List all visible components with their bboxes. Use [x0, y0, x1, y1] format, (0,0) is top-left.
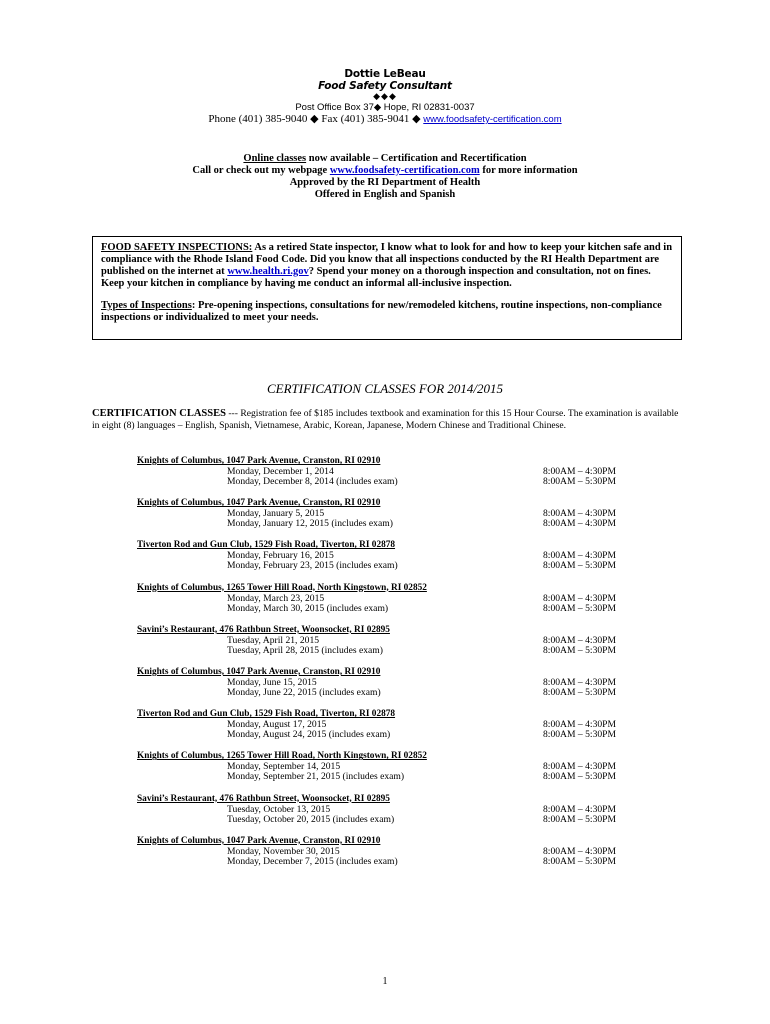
session-row: [137, 815, 657, 825]
inspection-types-heading: Types of Inspections: [101, 300, 192, 311]
class-schedule: [137, 456, 657, 878]
session-time: 8:00AM – 4:30PM: [543, 518, 617, 530]
inspections-text-pre: As a retired State inspector, I know what to look for and how to keep your kitchen safe and in compliance with the Rhode Island Food Code. Did you know that all inspections conducted by the RI Health Department are published on the internet at: [101, 242, 673, 277]
announcement-line-2-pre: Call or check out my webpage: [192, 165, 330, 176]
session-time: 8:00AM – 5:30PM: [543, 476, 617, 487]
session-date: Monday, March 30, 2015 (includes exam): [227, 602, 389, 614]
session-time: 8:00AM – 4:30PM: [543, 634, 617, 646]
session-row: [137, 772, 657, 782]
session-time: 8:00AM – 5:30PM: [543, 644, 617, 656]
session-time: 8:00AM – 4:30PM: [543, 803, 617, 815]
session-time: 8:00AM – 4:30PM: [543, 466, 617, 477]
session-row: [137, 561, 657, 571]
session-time: 8:00AM – 4:30PM: [543, 508, 617, 520]
session-date: Monday, August 24, 2015 (includes exam): [227, 729, 391, 741]
session-date: Monday, September 14, 2015: [227, 761, 341, 773]
session-date: Monday, March 23, 2015: [227, 592, 325, 604]
session-date: Monday, August 17, 2015: [227, 719, 327, 731]
session-group: [137, 709, 657, 751]
mailing-address: Post Office Box 37◆ Hope, RI 02831-0037: [295, 102, 475, 113]
session-location: Knights of Columbus, 1265 Tower Hill Road, North Kingstown, RI 02852: [137, 751, 427, 762]
announcement-line-4: Offered in English and Spanish: [314, 189, 456, 200]
session-time: 8:00AM – 4:30PM: [543, 719, 617, 731]
session-group: [137, 836, 657, 878]
inspection-types-paragraph: [101, 300, 673, 324]
session-location: Knights of Columbus, 1047 Park Avenue, Cranston, RI 02910: [137, 498, 381, 509]
session-row: [137, 477, 657, 487]
intro-text: --- Registration fee of $185 includes textbook and examination for this 15 Hour Course. The examination is available in eight (8) languages – English, Spanish, Vietnamese, Arabic, Korean, Japanese, Modern Chinese and Traditional Chinese.: [92, 408, 679, 431]
session-time: 8:00AM – 5:30PM: [543, 771, 617, 783]
page-title: CERTIFICATION CLASSES FOR 2014/2015: [266, 381, 504, 396]
session-row: [137, 805, 657, 815]
session-time: 8:00AM – 4:30PM: [543, 550, 617, 562]
session-date: Monday, February 23, 2015 (includes exam): [227, 560, 398, 572]
health-ri-link[interactable]: www.health.ri.gov: [227, 266, 309, 277]
session-date: Monday, December 8, 2014 (includes exam): [227, 476, 398, 487]
session-group: [137, 751, 657, 793]
session-group: [137, 667, 657, 709]
session-date: Monday, June 15, 2015: [227, 676, 317, 688]
session-location: Tiverton Rod and Gun Club, 1529 Fish Road, Tiverton, RI 02878: [137, 709, 396, 720]
session-time: 8:00AM – 5:30PM: [543, 686, 617, 698]
session-location: Knights of Columbus, 1047 Park Avenue, Cranston, RI 02910: [137, 456, 381, 466]
session-date: Monday, January 12, 2015 (includes exam): [227, 518, 393, 530]
session-date: Monday, June 22, 2015 (includes exam): [227, 686, 381, 698]
session-date: Monday, November 30, 2015: [227, 845, 340, 857]
session-date: Monday, December 7, 2015 (includes exam): [227, 855, 398, 867]
session-row: [137, 730, 657, 740]
session-date: Monday, September 21, 2015 (includes exam): [227, 771, 405, 783]
inspection-types-text: : Pre-opening inspections, consultations for new/remodeled kitchens, routine inspections, non-compliance inspections or individualized to meet your needs.: [101, 300, 662, 323]
session-group: [137, 625, 657, 667]
announcement-line-3: Approved by the RI Department of Health: [289, 177, 481, 188]
session-location: Knights of Columbus, 1265 Tower Hill Road, North Kingstown, RI 02852: [137, 582, 427, 593]
session-group: [137, 794, 657, 836]
session-row: [137, 604, 657, 614]
session-group: [137, 498, 657, 540]
session-location: Knights of Columbus, 1047 Park Avenue, Cranston, RI 02910: [137, 835, 381, 846]
session-time: 8:00AM – 5:30PM: [543, 602, 617, 614]
announcement-line-2-post: for more information: [479, 165, 578, 176]
consultant-title: Food Safety Consultant: [318, 80, 452, 92]
session-date: Tuesday, October 13, 2015: [227, 803, 331, 815]
session-time: 8:00AM – 4:30PM: [543, 676, 617, 688]
session-time: 8:00AM – 4:30PM: [543, 592, 617, 604]
session-date: Tuesday, October 20, 2015 (includes exam): [227, 813, 395, 825]
session-time: 8:00AM – 5:30PM: [543, 729, 617, 741]
session-group: [137, 456, 657, 498]
session-row: [137, 519, 657, 529]
inspections-box: [92, 236, 682, 340]
page-number: 1: [382, 976, 388, 987]
inspections-text-post: ? Spend your money on a thorough inspection and consultation, not on fines. Keep your kitchen in compliance by having me conduct an informal all-inclusive inspection.: [101, 266, 651, 289]
diamond-ornament-icon: ◆◆◆: [373, 92, 397, 102]
session-row: [137, 688, 657, 698]
announcement-line-2: [0, 165, 770, 177]
session-date: Tuesday, April 21, 2015: [227, 634, 320, 646]
session-row: [137, 646, 657, 656]
session-date: Tuesday, April 28, 2015 (includes exam): [227, 644, 383, 656]
session-group: [137, 583, 657, 625]
session-location: Savini’s Restaurant, 476 Rathbun Street, Woonsocket, RI 02895: [137, 624, 390, 635]
webpage-link[interactable]: www.foodsafety-certification.com: [329, 165, 480, 176]
announcement-line-1-text: now available – Certification and Recertification: [306, 153, 527, 164]
session-group: [137, 540, 657, 582]
session-time: 8:00AM – 5:30PM: [543, 813, 617, 825]
session-time: 8:00AM – 5:30PM: [543, 560, 617, 572]
contact-line: [0, 112, 770, 127]
online-classes-label: Online classes: [243, 153, 307, 164]
consultant-name: Dottie LeBeau: [344, 68, 426, 80]
session-time: 8:00AM – 4:30PM: [543, 845, 617, 857]
session-date: Monday, February 16, 2015: [227, 550, 334, 562]
phone-fax: Phone (401) 385-9040 ◆ Fax (401) 385-9041 ◆: [208, 113, 424, 125]
session-location: Tiverton Rod and Gun Club, 1529 Fish Road, Tiverton, RI 02878: [137, 540, 396, 551]
inspections-paragraph: [101, 242, 673, 290]
session-time: 8:00AM – 5:30PM: [543, 855, 617, 867]
intro-lead: CERTIFICATION CLASSES: [92, 408, 226, 419]
session-time: 8:00AM – 4:30PM: [543, 761, 617, 773]
announcement: [0, 153, 770, 201]
announcement-line-1: [0, 153, 770, 165]
session-location: Knights of Columbus, 1047 Park Avenue, Cranston, RI 02910: [137, 666, 381, 677]
session-date: Monday, December 1, 2014: [227, 466, 334, 477]
website-link[interactable]: www.foodsafety-certification.com: [423, 114, 562, 125]
inspections-heading: FOOD SAFETY INSPECTIONS:: [101, 242, 253, 253]
certification-intro: [92, 408, 682, 431]
session-date: Monday, January 5, 2015: [227, 508, 325, 520]
session-location: Savini’s Restaurant, 476 Rathbun Street, Woonsocket, RI 02895: [137, 793, 390, 804]
session-row: [137, 857, 657, 867]
